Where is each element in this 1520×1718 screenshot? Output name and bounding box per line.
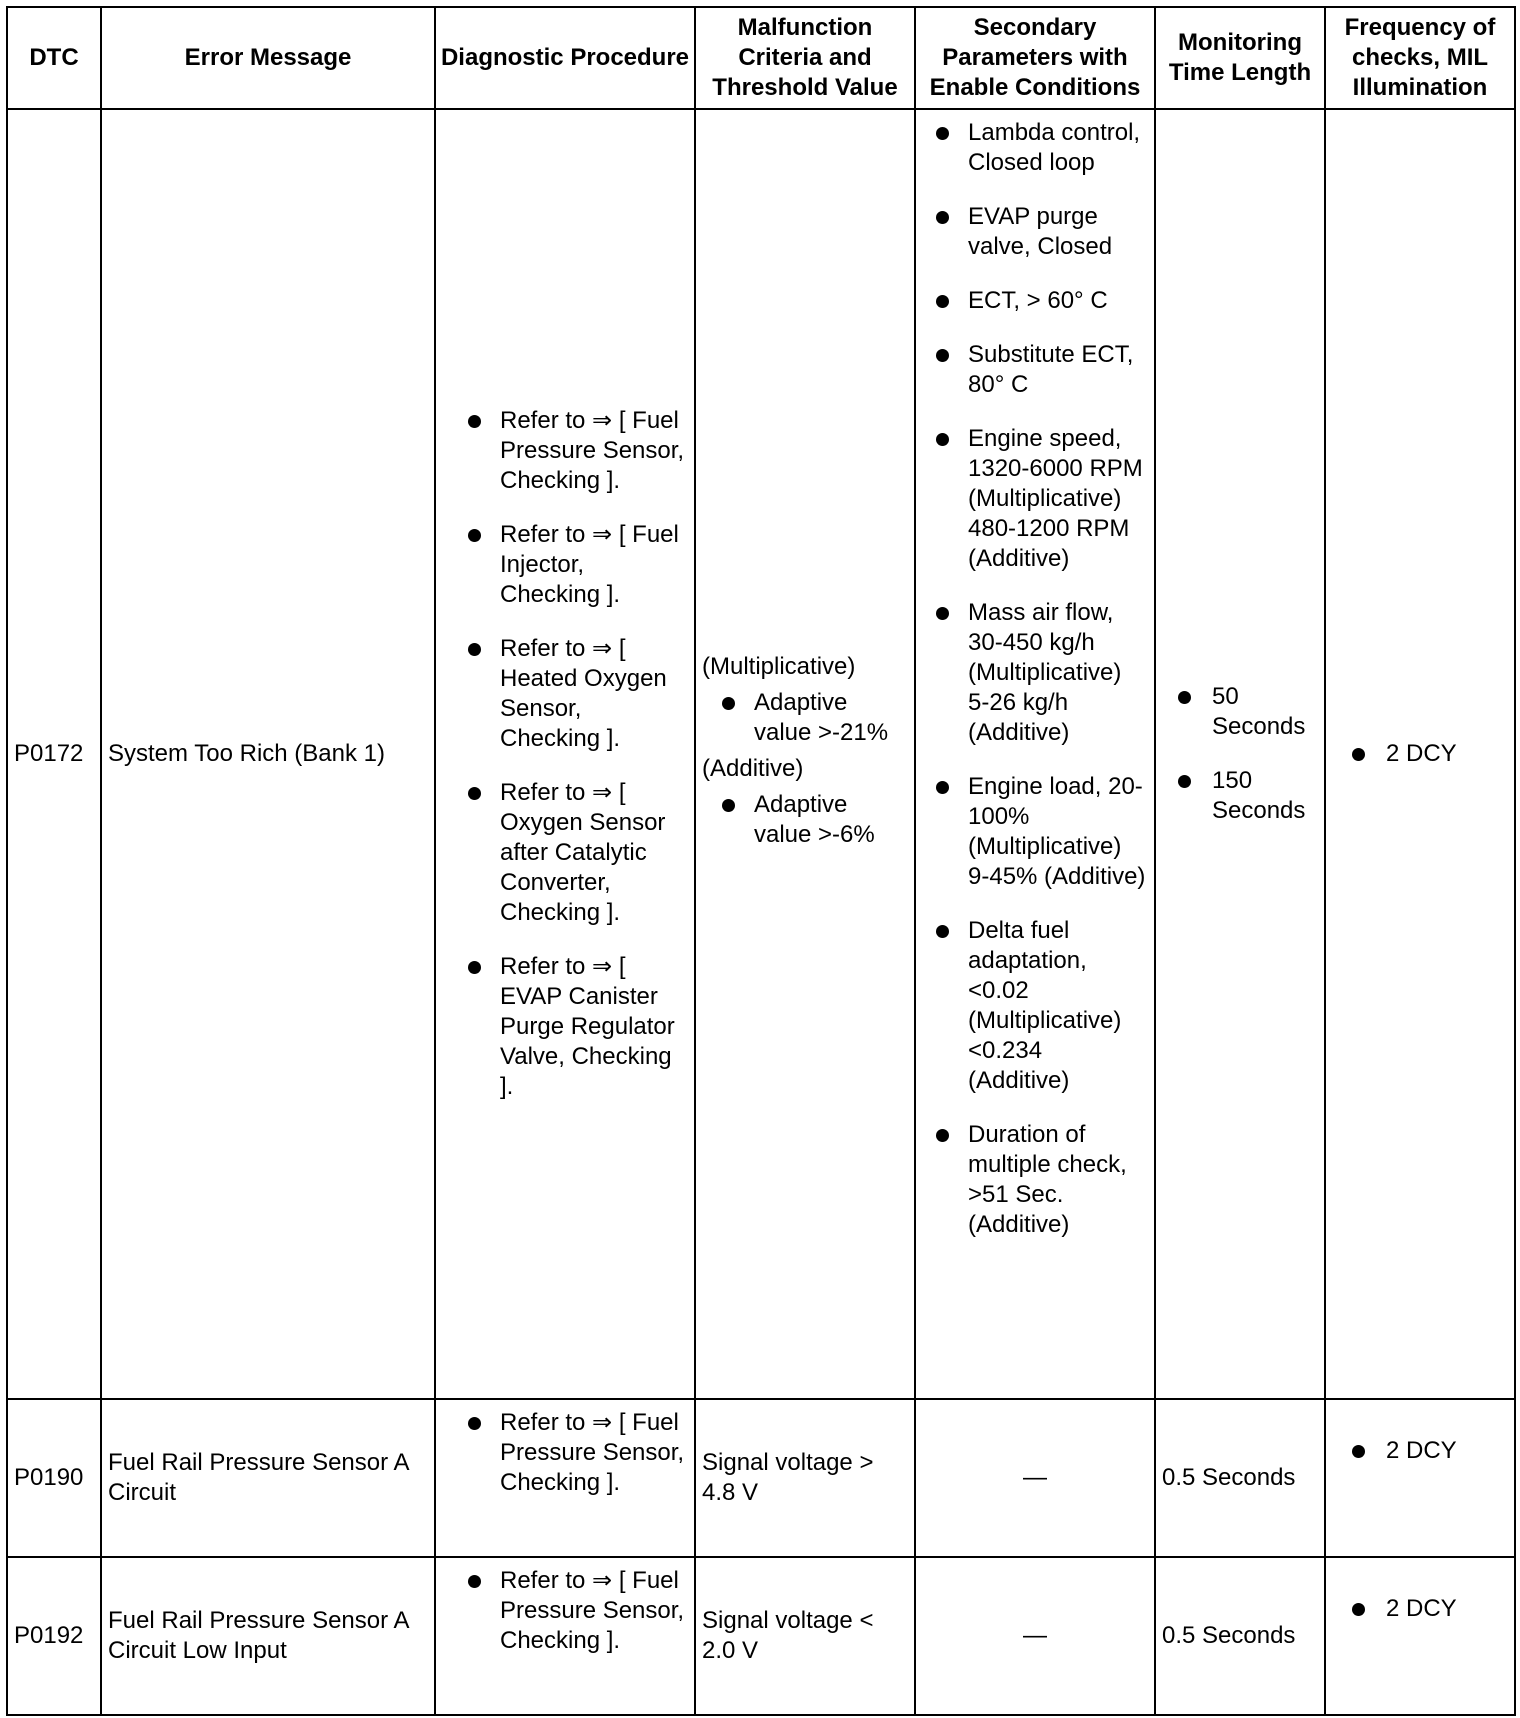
dtc-code: P0172 <box>7 109 101 1399</box>
malfunction-criteria: Signal voltage > 4.8 V <box>695 1399 915 1557</box>
header-frequency: Frequency of checks, MIL Illumination <box>1325 7 1515 109</box>
procedure-item: Refer to ⇒ [ EVAP Canister Purge Regulator Valve, Checking ]. <box>442 952 688 1102</box>
procedure-item: Refer to ⇒ [ Oxygen Sensor after Catalytic Converter, Checking ]. <box>442 778 688 928</box>
monitoring-time: 0.5 Seconds <box>1155 1399 1325 1557</box>
header-malfunction-criteria: Malfunction Criteria and Threshold Value <box>695 7 915 109</box>
diagnostic-procedure <box>435 1399 695 1557</box>
monitoring-item: 150 Seconds <box>1162 766 1318 826</box>
header-monitoring-time: Monitoring Time Length <box>1155 7 1325 109</box>
frequency-item: 2 DCY <box>1332 1594 1508 1624</box>
dtc-code: P0192 <box>7 1557 101 1715</box>
secondary-parameters: — <box>915 1399 1155 1557</box>
secondary-item: Engine speed, 1320-6000 RPM (Multiplicative) 480-1200 RPM (Additive) <box>922 424 1148 574</box>
header-row <box>7 7 1515 109</box>
monitoring-time <box>1155 109 1325 1399</box>
frequency <box>1325 1557 1515 1715</box>
procedure-item: Refer to ⇒ [ Fuel Injector, Checking ]. <box>442 520 688 610</box>
malfunction-value: Adaptive value >-21% <box>702 688 908 748</box>
secondary-parameters <box>915 109 1155 1399</box>
procedure-item: Refer to ⇒ [ Fuel Pressure Sensor, Checking ]. <box>442 406 688 496</box>
table-row <box>7 1557 1515 1715</box>
dtc-table <box>6 6 1516 1716</box>
header-diagnostic-procedure: Diagnostic Procedure <box>435 7 695 109</box>
frequency-item: 2 DCY <box>1332 1436 1508 1466</box>
malfunction-criteria: Signal voltage < 2.0 V <box>695 1557 915 1715</box>
procedure-item: Refer to ⇒ [ Fuel Pressure Sensor, Checking ]. <box>442 1566 688 1656</box>
error-message: System Too Rich (Bank 1) <box>101 109 435 1399</box>
frequency-item: 2 DCY <box>1332 739 1508 769</box>
error-message: Fuel Rail Pressure Sensor A Circuit <box>101 1399 435 1557</box>
header-secondary-parameters: Secondary Parameters with Enable Conditions <box>915 7 1155 109</box>
secondary-item: EVAP purge valve, Closed <box>922 202 1148 262</box>
secondary-item: Lambda control, Closed loop <box>922 118 1148 178</box>
monitoring-item: 50 Seconds <box>1162 682 1318 742</box>
secondary-item: ECT, > 60° C <box>922 286 1148 316</box>
malfunction-value: Adaptive value >-6% <box>702 790 908 850</box>
table-row <box>7 109 1515 1399</box>
malfunction-label: (Multiplicative) <box>702 653 856 680</box>
monitoring-time: 0.5 Seconds <box>1155 1557 1325 1715</box>
secondary-item: Engine load, 20-100% (Multiplicative) 9-45% (Additive) <box>922 772 1148 892</box>
diagnostic-procedure <box>435 109 695 1399</box>
frequency <box>1325 1399 1515 1557</box>
secondary-parameters: — <box>915 1557 1155 1715</box>
procedure-item: Refer to ⇒ [ Fuel Pressure Sensor, Checking ]. <box>442 1408 688 1498</box>
frequency <box>1325 109 1515 1399</box>
diagnostic-procedure <box>435 1557 695 1715</box>
table-row <box>7 1399 1515 1557</box>
malfunction-label: (Additive) <box>702 755 804 782</box>
malfunction-criteria <box>695 109 915 1399</box>
header-dtc: DTC <box>7 7 101 109</box>
secondary-item: Delta fuel adaptation, <0.02 (Multiplicative) <0.234 (Additive) <box>922 916 1148 1096</box>
secondary-item: Substitute ECT, 80° C <box>922 340 1148 400</box>
secondary-item: Mass air flow, 30-450 kg/h (Multiplicative) 5-26 kg/h (Additive) <box>922 598 1148 748</box>
dtc-code: P0190 <box>7 1399 101 1557</box>
header-error-message: Error Message <box>101 7 435 109</box>
error-message: Fuel Rail Pressure Sensor A Circuit Low Input <box>101 1557 435 1715</box>
secondary-item: Duration of multiple check, >51 Sec. (Additive) <box>922 1120 1148 1240</box>
procedure-item: Refer to ⇒ [ Heated Oxygen Sensor, Checking ]. <box>442 634 688 754</box>
